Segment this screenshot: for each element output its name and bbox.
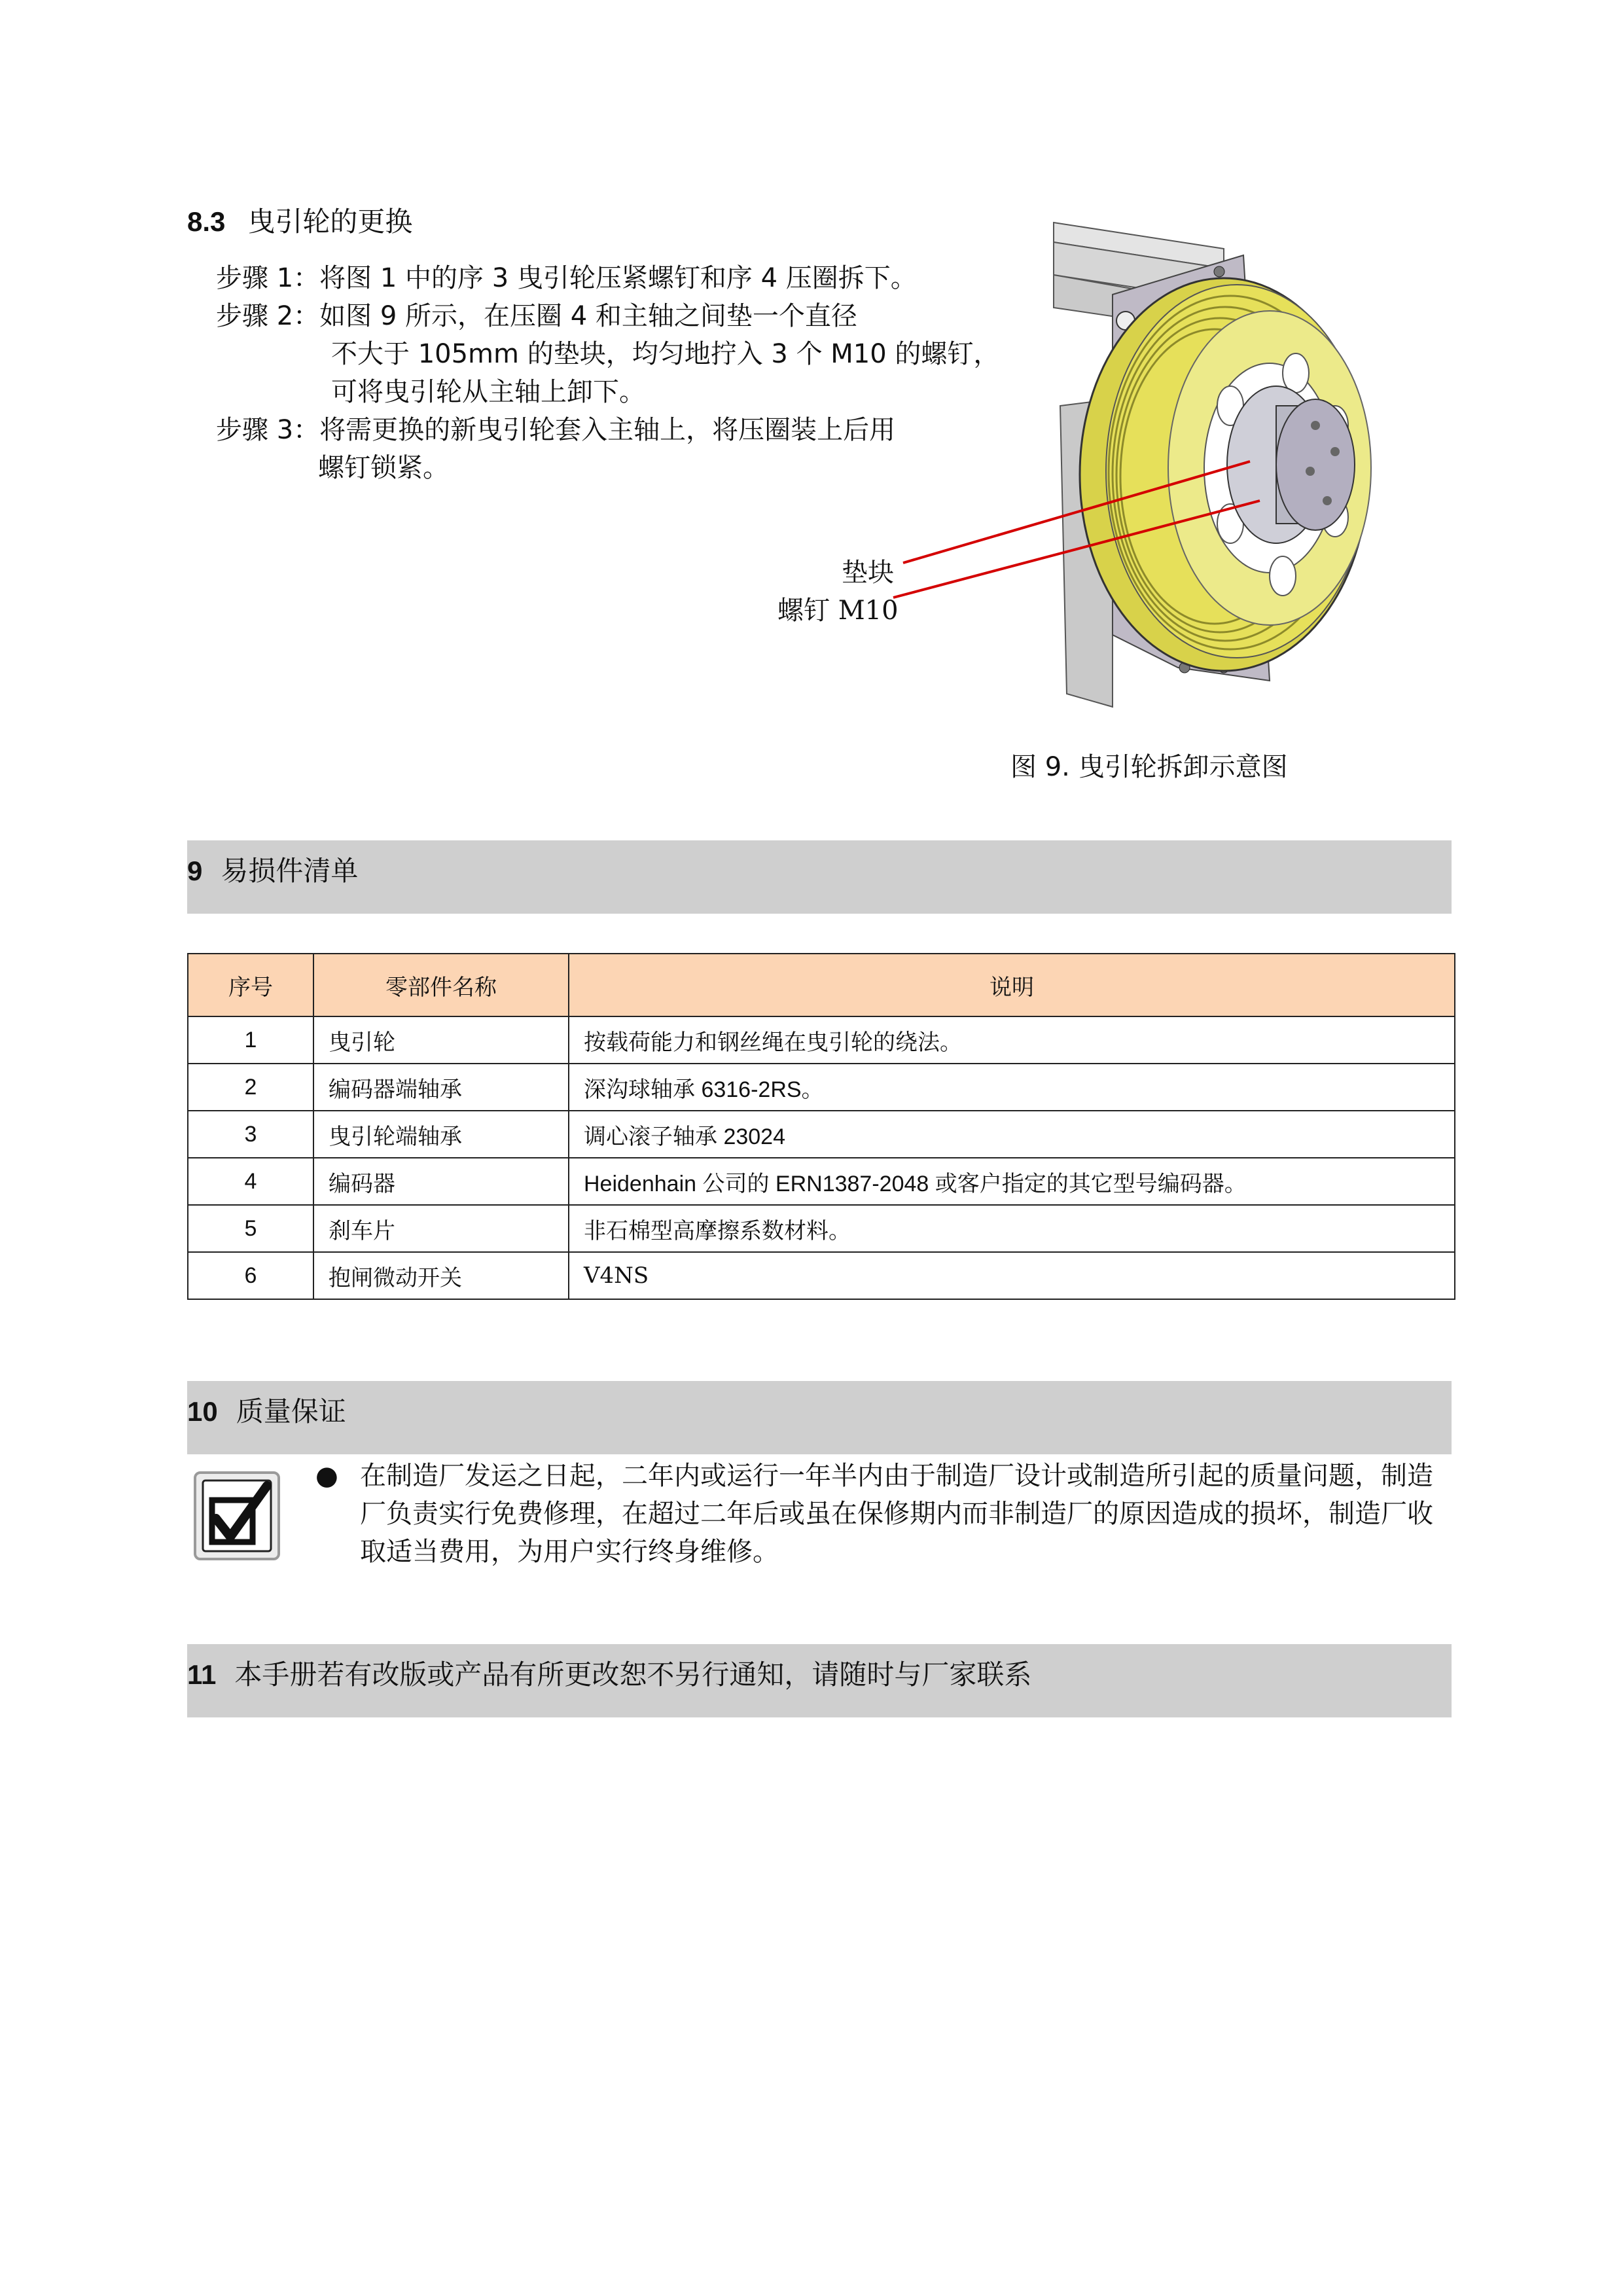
table-header-row: [188, 954, 1455, 1016]
spare-parts-table: [187, 953, 1455, 1300]
cell-description: V4NS: [569, 1252, 1455, 1299]
cell-part-name: 曳引轮: [313, 1016, 569, 1064]
cell-part-name: 编码器: [313, 1158, 569, 1205]
table-row: [188, 1111, 1455, 1158]
cell-part-name: 刹车片: [313, 1205, 569, 1252]
cell-index: 4: [188, 1158, 313, 1205]
table-row: [188, 1205, 1455, 1252]
section-number: 9: [187, 855, 203, 886]
section-10-heading-bar: [187, 1381, 1452, 1454]
label-shim-block: 垫块: [842, 558, 894, 588]
cell-index: 5: [188, 1205, 313, 1252]
section-title: 本手册若有改版或产品有所更改恕不另行通知，请随时与厂家联系: [234, 1659, 1032, 1691]
label-screw-m10: 螺钉 M10: [777, 596, 899, 626]
cell-description: 按载荷能力和钢丝绳在曳引轮的绕法。: [569, 1016, 1455, 1064]
warranty-text: 在制造厂发运之日起，二年内或运行一年半内由于制造厂设计或制造所引起的质量问题，制造厂负责实行免费修理，在超过二年后或虽在保修期内而非制造厂的原因造成的损坏，制造厂收取适当费用，为用户实行终身维修。: [360, 1461, 1433, 1567]
section-9-heading-bar: [187, 840, 1452, 914]
section-number: 8.3: [187, 206, 226, 237]
section-8-3-heading: [187, 200, 412, 240]
cell-description: 调心滚子轴承 23024: [569, 1111, 1455, 1158]
table-row: [188, 1252, 1455, 1299]
table-row: [188, 1016, 1455, 1064]
cell-description: 非石棉型高摩擦系数材料。: [569, 1205, 1455, 1252]
section-title: 曳引轮的更换: [247, 206, 413, 238]
section-number: 10: [187, 1396, 218, 1427]
cell-part-name: 曳引轮端轴承: [313, 1111, 569, 1158]
cell-index: 2: [188, 1064, 313, 1111]
section-title: 质量保证: [236, 1395, 346, 1427]
step-3-line-2: 螺钉锁紧。: [318, 453, 449, 483]
header-description: 说明: [569, 954, 1455, 1016]
cell-description: 深沟球轴承 6316-2RS。: [569, 1064, 1455, 1111]
step-1: 步骤 1：将图 1 中的序 3 曳引轮压紧螺钉和序 4 压圈拆下。: [216, 263, 917, 293]
step-2-line-1: 步骤 2：如图 9 所示，在压圈 4 和主轴之间垫一个直径: [216, 301, 857, 331]
cell-part-name: 编码器端轴承: [313, 1064, 569, 1111]
step-2-line-3: 可将曳引轮从主轴上卸下。: [331, 377, 645, 407]
cell-part-name: 抱闸微动开关: [313, 1252, 569, 1299]
section-title: 易损件清单: [221, 855, 359, 887]
header-part-name: 零部件名称: [313, 954, 569, 1016]
figure-caption: 图 9. 曳引轮拆卸示意图: [1010, 752, 1288, 782]
cell-index: 1: [188, 1016, 313, 1064]
cell-index: 6: [188, 1252, 313, 1299]
step-3-line-1: 步骤 3：将需更换的新曳引轮套入主轴上，将压圈装上后用: [216, 415, 896, 445]
bullet-point: ●: [315, 1461, 338, 1491]
pressure-ring: [1227, 386, 1355, 543]
section-11-heading-bar: [187, 1644, 1452, 1717]
step-2-line-2: 不大于 105mm 的垫块，均匀地拧入 3 个 M10 的螺钉，: [331, 339, 1000, 369]
table-row: [188, 1158, 1455, 1205]
pulley-disassembly-figure: [772, 209, 1400, 720]
checkmark-box-icon: [190, 1466, 285, 1564]
section-number: 11: [187, 1659, 217, 1690]
cell-description: Heidenhain 公司的 ERN1387-2048 或客户指定的其它型号编码器。: [569, 1158, 1455, 1205]
header-index: 序号: [188, 954, 313, 1016]
table-row: [188, 1064, 1455, 1111]
cell-index: 3: [188, 1111, 313, 1158]
